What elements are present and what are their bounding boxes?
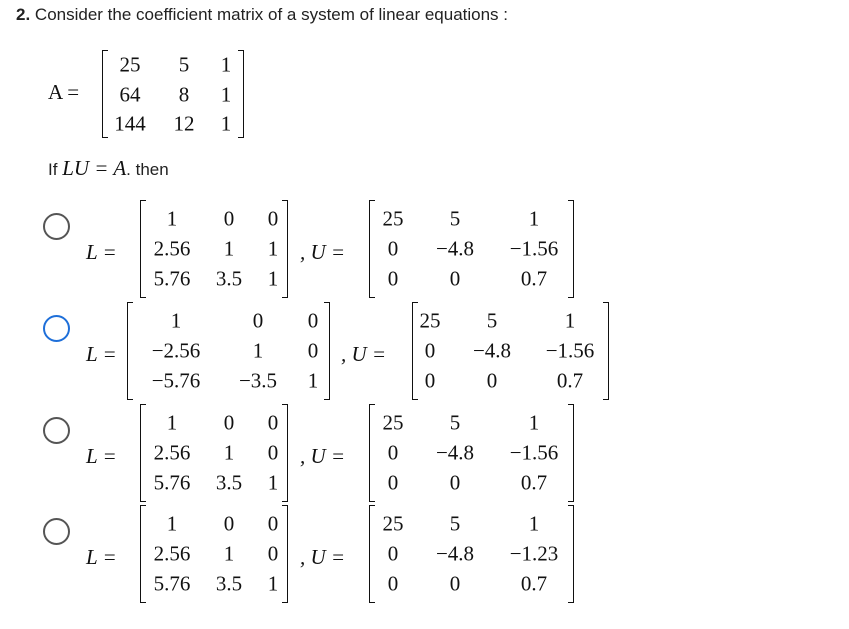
u-matrix-cell: −1.56 [545,338,595,363]
u-matrix-cell: −4.8 [472,338,512,363]
matrix-a-cell: 12 [173,111,195,136]
l-matrix [127,302,330,400]
u-matrix-cell: −4.8 [435,541,475,566]
left-bracket [140,404,146,502]
l-matrix-cell: 1 [223,440,235,465]
matrix-a-cell: 1 [220,111,232,136]
matrix-a-cell: 1 [220,52,232,77]
u-matrix-label: , U = [300,240,346,264]
condition-suffix: . then [126,160,169,179]
l-matrix-label: L = [86,444,117,468]
l-matrix-cell: 1 [307,368,319,393]
answer-option-4[interactable] [0,505,849,603]
matrix-a-cell: 25 [119,52,141,77]
u-matrix-label: , U = [300,444,346,468]
u-matrix-cell: 0 [387,571,399,596]
l-matrix-cell: 1 [267,470,279,495]
l-matrix-label: L = [86,545,117,569]
u-matrix-cell: 1 [528,206,540,231]
question-prompt [16,5,508,25]
right-bracket [282,404,288,502]
left-bracket [369,404,375,502]
l-matrix-cell: 0 [223,511,235,536]
answer-option-3[interactable] [0,404,849,502]
l-matrix-label: L = [86,240,117,264]
u-matrix-cell: 25 [382,511,404,536]
u-matrix [369,505,574,603]
matrix-a-cell: 144 [114,111,146,136]
u-matrix-cell: 0 [449,571,461,596]
l-matrix-cell: 0 [223,410,235,435]
u-matrix-cell: −1.56 [509,236,559,261]
u-matrix [369,200,574,298]
u-matrix [369,404,574,502]
l-matrix-cell: 2.56 [153,236,191,261]
u-matrix-label: , U = [341,342,387,366]
l-matrix-cell: 1 [166,511,178,536]
answer-option-2[interactable] [0,302,849,400]
condition-line [48,156,169,181]
answer-option-1[interactable] [0,200,849,298]
l-matrix-cell: 5.76 [153,266,191,291]
u-matrix-cell: 0 [449,266,461,291]
matrix-a [102,50,244,138]
l-matrix-cell: 5.76 [153,571,191,596]
l-matrix-cell: 1 [267,571,279,596]
l-matrix-label: L = [86,342,117,366]
left-bracket [369,505,375,603]
u-matrix-cell: 0 [387,470,399,495]
u-matrix-cell: 1 [564,308,576,333]
l-matrix-cell: 1 [223,541,235,566]
u-matrix-cell: 25 [382,206,404,231]
u-matrix-cell: −1.23 [509,541,559,566]
matrix-a-cell: 8 [178,82,190,107]
u-matrix-cell: 25 [382,410,404,435]
u-matrix-cell: 0 [387,266,399,291]
u-matrix-cell: 5 [449,410,461,435]
u-matrix-cell: 0 [387,440,399,465]
radio-button-option-3[interactable] [43,417,70,444]
u-matrix-cell: 5 [449,206,461,231]
right-bracket [282,200,288,298]
l-matrix-cell: 0 [223,206,235,231]
l-matrix [140,505,288,603]
u-matrix-cell: 0 [486,368,498,393]
l-matrix-cell: 2.56 [153,541,191,566]
matrix-a-cell: 64 [119,82,141,107]
u-matrix-cell: 0 [387,236,399,261]
l-matrix-cell: −3.5 [238,368,278,393]
u-matrix-cell: 0 [424,338,436,363]
question-number: 2. [16,5,31,24]
right-bracket [282,505,288,603]
l-matrix-cell: 0 [252,308,264,333]
l-matrix [140,200,288,298]
left-bracket [369,200,375,298]
l-matrix-cell: 5.76 [153,470,191,495]
matrix-a-cell: 5 [178,52,190,77]
u-matrix-cell: 5 [449,511,461,536]
u-matrix-cell: −4.8 [435,236,475,261]
l-matrix-cell: 0 [267,206,279,231]
left-bracket [127,302,133,400]
right-bracket [603,302,609,400]
question-text: Consider the coefficient matrix of a system of linear equations : [34,5,509,24]
matrix-a-cell: 1 [220,82,232,107]
l-matrix-cell: 1 [252,338,264,363]
l-matrix-cell: 0 [267,541,279,566]
u-matrix-cell: 1 [528,410,540,435]
radio-button-option-4[interactable] [43,518,70,545]
matrix-a-label: A = [48,80,80,104]
right-bracket [568,505,574,603]
l-matrix-cell: 1 [170,308,182,333]
l-matrix-cell: 0 [267,511,279,536]
l-matrix-cell: 0 [267,440,279,465]
l-matrix-cell: 3.5 [215,571,243,596]
l-matrix-cell: 0 [307,338,319,363]
left-bracket [140,505,146,603]
right-bracket [568,404,574,502]
l-matrix-cell: 1 [267,236,279,261]
condition-prefix: If [48,160,58,179]
l-matrix-cell: 0 [267,410,279,435]
u-matrix-cell: 0.7 [520,571,548,596]
l-matrix-cell: −2.56 [151,338,201,363]
u-matrix-cell: 0.7 [520,266,548,291]
l-matrix-cell: 3.5 [215,266,243,291]
l-matrix-cell: 3.5 [215,470,243,495]
left-bracket [140,200,146,298]
l-matrix-cell: 1 [166,410,178,435]
u-matrix-cell: 0.7 [556,368,584,393]
u-matrix-cell: 5 [486,308,498,333]
l-matrix-cell: 1 [166,206,178,231]
u-matrix-cell: −4.8 [435,440,475,465]
u-matrix-cell: 0 [424,368,436,393]
right-bracket [324,302,330,400]
u-matrix-cell: 1 [528,511,540,536]
u-matrix-cell: 0 [387,541,399,566]
l-matrix-cell: 0 [307,308,319,333]
condition-math: LU = A [62,156,127,180]
u-matrix-cell: 0 [449,470,461,495]
u-matrix-cell: 0.7 [520,470,548,495]
left-bracket [102,50,108,138]
l-matrix [140,404,288,502]
u-matrix [412,302,609,400]
u-matrix-label: , U = [300,545,346,569]
radio-button-option-2[interactable] [43,315,70,342]
radio-button-option-1[interactable] [43,213,70,240]
l-matrix-cell: −5.76 [151,368,201,393]
left-bracket [412,302,418,400]
u-matrix-cell: 25 [419,308,441,333]
l-matrix-cell: 1 [223,236,235,261]
right-bracket [238,50,244,138]
u-matrix-cell: −1.56 [509,440,559,465]
right-bracket [568,200,574,298]
l-matrix-cell: 2.56 [153,440,191,465]
l-matrix-cell: 1 [267,266,279,291]
